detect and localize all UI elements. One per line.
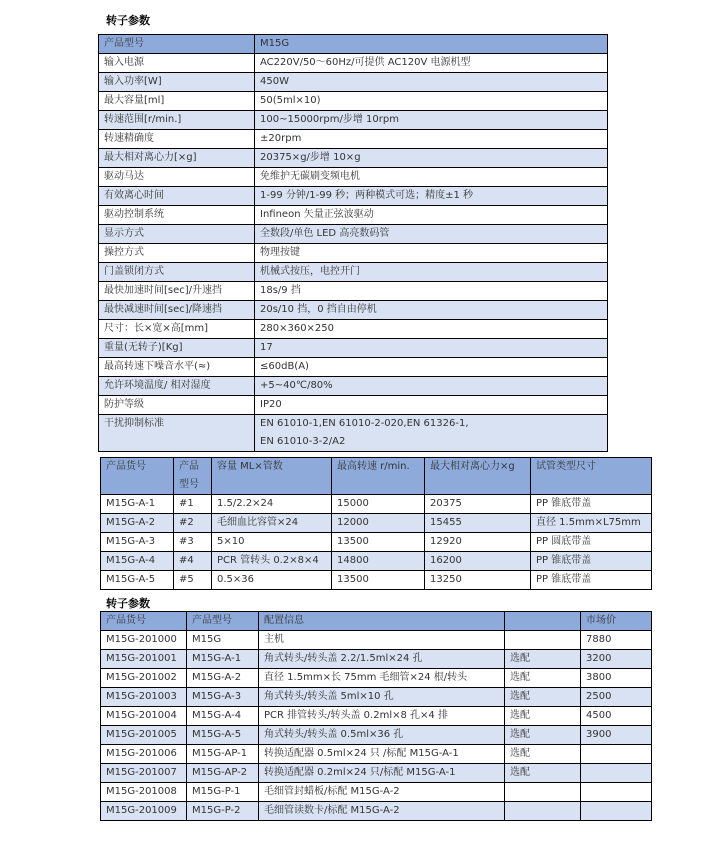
- table-row: [99, 225, 608, 244]
- table-cell: M15G-201007: [101, 764, 187, 783]
- section-title-pricing: 转子参数: [106, 597, 150, 610]
- table-cell: 2500: [581, 688, 652, 707]
- spec-label: 允许环境温度/ 相对湿度: [99, 377, 255, 396]
- spec-value: 50(5ml×10): [255, 92, 608, 111]
- spec-value: 机械式按压，电控开门: [255, 263, 608, 282]
- table-row: [101, 552, 652, 571]
- table-cell: 毛细血比容管×24: [212, 514, 332, 533]
- table-cell: M15G-A-2: [101, 514, 174, 533]
- table-cell: 13500: [332, 571, 425, 590]
- table-cell: 选配: [505, 688, 581, 707]
- table-cell: M15G-201006: [101, 745, 187, 764]
- spec-value: 物理按键: [255, 244, 608, 263]
- table-cell: PCR 管转头 0.2×8×4: [212, 552, 332, 571]
- spec-label: 尺寸：长×宽×高[mm]: [99, 320, 255, 339]
- table-row: [101, 726, 652, 745]
- table-cell: #5: [174, 571, 212, 590]
- table-cell: M15G: [187, 631, 259, 650]
- table-cell: 直径 1.5mm×长 75mm 毛细管×24 根/转头: [259, 669, 505, 688]
- table-row: [101, 514, 652, 533]
- table-cell: 0.5×36: [212, 571, 332, 590]
- table-row: [99, 149, 608, 168]
- spec-value: 20375×g/步增 10×g: [255, 149, 608, 168]
- table-cell: 直径 1.5mm×L75mm: [531, 514, 652, 533]
- spec-value: 17: [255, 339, 608, 358]
- table-row: [101, 745, 652, 764]
- spec-label: 驱动马达: [99, 168, 255, 187]
- header-cell: 产品型号: [187, 612, 259, 631]
- table-cell: #4: [174, 552, 212, 571]
- table-cell: M15G-AP-1: [187, 745, 259, 764]
- table-cell: 转换适配器 0.5ml×24 只 /标配 M15G-A-1: [259, 745, 505, 764]
- table-cell: M15G-A-3: [101, 533, 174, 552]
- table-cell: M15G-A-5: [101, 571, 174, 590]
- table-cell: M15G-A-5: [187, 726, 259, 745]
- table-row: [101, 783, 652, 802]
- table-cell: M15G-201001: [101, 650, 187, 669]
- spec-value: 450W: [255, 73, 608, 92]
- table-row: [99, 111, 608, 130]
- table-cell: #2: [174, 514, 212, 533]
- spec-value: +5~40℃/80%: [255, 377, 608, 396]
- table-cell: 16200: [425, 552, 531, 571]
- table-cell: [505, 631, 581, 650]
- price-table: [100, 611, 652, 821]
- table-row: [101, 669, 652, 688]
- table-cell: 1.5/2.2×24: [212, 495, 332, 514]
- spec-label: 最大相对离心力[×g]: [99, 149, 255, 168]
- table-cell: #1: [174, 495, 212, 514]
- table-cell: 毛细管读数卡/标配 M15G-A-2: [259, 802, 505, 821]
- table-cell: #3: [174, 533, 212, 552]
- rotor-table: [100, 457, 652, 590]
- table-row: [99, 168, 608, 187]
- table-row: [101, 533, 652, 552]
- table-cell: M15G-201005: [101, 726, 187, 745]
- table-row: [99, 130, 608, 149]
- header-cell: M15G: [255, 35, 608, 54]
- spec-value: IP20: [255, 396, 608, 415]
- spec-value: 20s/10 挡，0 挡自由停机: [255, 301, 608, 320]
- table-row: [99, 92, 608, 111]
- header-cell: 产品货号: [101, 612, 187, 631]
- table-row: [99, 282, 608, 301]
- table-cell: M15G-P-2: [187, 802, 259, 821]
- spec-label: 最快加速时间[sec]/升速挡: [99, 282, 255, 301]
- table-header-row: [101, 458, 652, 495]
- table-cell: M15G-201009: [101, 802, 187, 821]
- table-cell: 角式转头/转头盖 2.2/1.5ml×24 孔: [259, 650, 505, 669]
- table-cell: 20375: [425, 495, 531, 514]
- header-line: 产品: [179, 461, 199, 472]
- spec-label: 操控方式: [99, 244, 255, 263]
- spec-value-line: EN 61010-3-2/A2: [260, 436, 346, 447]
- table-cell: M15G-A-3: [187, 688, 259, 707]
- table-cell: M15G-AP-2: [187, 764, 259, 783]
- table-cell: 选配: [505, 745, 581, 764]
- table-cell: M15G-A-1: [101, 495, 174, 514]
- header-cell: 市场价: [581, 612, 652, 631]
- spec-value: Infineon 矢量正弦波驱动: [255, 206, 608, 225]
- header-cell: 最大相对离心力×g: [425, 458, 531, 495]
- table-cell: 选配: [505, 764, 581, 783]
- table-row: [99, 263, 608, 282]
- table-row: [99, 415, 608, 452]
- table-row: [99, 396, 608, 415]
- spec-value: [255, 415, 608, 452]
- table-row: [101, 650, 652, 669]
- table-cell: PP 锥底带盖: [531, 571, 652, 590]
- table-cell: 毛细管封蜡板/标配 M15G-A-2: [259, 783, 505, 802]
- header-line: 型号: [179, 479, 199, 490]
- table-row: [99, 339, 608, 358]
- table-cell: 13250: [425, 571, 531, 590]
- table-row: [99, 206, 608, 225]
- table-cell: 选配: [505, 707, 581, 726]
- spec-label: 门盖锁闭方式: [99, 263, 255, 282]
- table-cell: PP 圆底带盖: [531, 533, 652, 552]
- table-cell: M15G-201008: [101, 783, 187, 802]
- table-row: [101, 631, 652, 650]
- spec-value: ≤60dB(A): [255, 358, 608, 377]
- spec-label: 最高转速下噪音水平(≈): [99, 358, 255, 377]
- table-header-row: [99, 35, 608, 54]
- spec-label: 显示方式: [99, 225, 255, 244]
- table-cell: 7880: [581, 631, 652, 650]
- header-cell: 最高转速 r/min.: [332, 458, 425, 495]
- table-cell: 3800: [581, 669, 652, 688]
- header-cell: 试管类型尺寸: [531, 458, 652, 495]
- table-cell: 14800: [332, 552, 425, 571]
- header-cell: 配置信息: [259, 612, 505, 631]
- table-cell: 12920: [425, 533, 531, 552]
- spec-value: 280×360×250: [255, 320, 608, 339]
- table-cell: [505, 802, 581, 821]
- spec-value: 1-99 分钟/1-99 秒；两种模式可选；精度±1 秒: [255, 187, 608, 206]
- spec-label: 输入电源: [99, 54, 255, 73]
- table-cell: 12000: [332, 514, 425, 533]
- table-cell: 15455: [425, 514, 531, 533]
- table-row: [101, 707, 652, 726]
- table-cell: 3900: [581, 726, 652, 745]
- table-cell: M15G-A-1: [187, 650, 259, 669]
- table-cell: 主机: [259, 631, 505, 650]
- table-cell: PCR 排管转头/转头盖 0.2ml×8 孔×4 排: [259, 707, 505, 726]
- table-cell: [581, 745, 652, 764]
- table-row: [101, 571, 652, 590]
- spec-label: 有效离心时间: [99, 187, 255, 206]
- spec-label: 重量(无转子)[Kg]: [99, 339, 255, 358]
- spec-value: 18s/9 挡: [255, 282, 608, 301]
- table-cell: 13500: [332, 533, 425, 552]
- spec-label: 干扰抑制标准: [99, 415, 255, 452]
- table-cell: PP 锥底带盖: [531, 495, 652, 514]
- spec-label: 最大容量[ml]: [99, 92, 255, 111]
- table-cell: 5×10: [212, 533, 332, 552]
- table-row: [99, 320, 608, 339]
- table-row: [99, 187, 608, 206]
- table-row: [99, 73, 608, 92]
- spec-value: AC220V/50～60Hz/可提供 AC120V 电源机型: [255, 54, 608, 73]
- table-cell: 4500: [581, 707, 652, 726]
- spec-label: 输入功率[W]: [99, 73, 255, 92]
- header-cell: 容量 ML×管数: [212, 458, 332, 495]
- table-row: [101, 688, 652, 707]
- spec-label: 防护等级: [99, 396, 255, 415]
- spec-label: 最快减速时间[sec]/降速挡: [99, 301, 255, 320]
- table-cell: M15G-201000: [101, 631, 187, 650]
- table-cell: M15G-A-4: [101, 552, 174, 571]
- table-cell: 角式转头/转头盖 5ml×10 孔: [259, 688, 505, 707]
- table-cell: 3200: [581, 650, 652, 669]
- table-cell: 转换适配器 0.2ml×24 只/标配 M15G-A-1: [259, 764, 505, 783]
- table-cell: M15G-201003: [101, 688, 187, 707]
- table-cell: PP 锥底带盖: [531, 552, 652, 571]
- table-row: [101, 495, 652, 514]
- table-row: [99, 54, 608, 73]
- spec-value: ±20rpm: [255, 130, 608, 149]
- table-row: [99, 301, 608, 320]
- spec-label: 驱动控制系统: [99, 206, 255, 225]
- table-cell: [505, 783, 581, 802]
- spec-table: [98, 34, 608, 452]
- header-cell: 产品货号: [101, 458, 174, 495]
- table-row: [101, 802, 652, 821]
- spec-label: 转速精确度: [99, 130, 255, 149]
- table-cell: M15G-201002: [101, 669, 187, 688]
- table-cell: 选配: [505, 669, 581, 688]
- table-cell: 角式转头/转头盖 0.5ml×36 孔: [259, 726, 505, 745]
- table-row: [99, 377, 608, 396]
- table-row: [101, 764, 652, 783]
- spec-value: 免维护无碳刷变频电机: [255, 168, 608, 187]
- spec-value: 100~15000rpm/步增 10rpm: [255, 111, 608, 130]
- section-title-spec: 转子参数: [106, 14, 150, 27]
- header-cell: 产品型号: [99, 35, 255, 54]
- table-cell: [581, 783, 652, 802]
- table-cell: M15G-A-4: [187, 707, 259, 726]
- header-cell: [174, 458, 212, 495]
- table-cell: [581, 802, 652, 821]
- table-cell: 15000: [332, 495, 425, 514]
- table-header-row: [101, 612, 652, 631]
- table-row: [99, 244, 608, 263]
- table-cell: M15G-201004: [101, 707, 187, 726]
- spec-label: 转速范围[r/min.]: [99, 111, 255, 130]
- table-cell: 选配: [505, 650, 581, 669]
- header-cell: [505, 612, 581, 631]
- table-cell: 选配: [505, 726, 581, 745]
- spec-value: 全数段/单色 LED 高亮数码管: [255, 225, 608, 244]
- table-cell: [581, 764, 652, 783]
- spec-value-line: EN 61010-1,EN 61010-2-020,EN 61326-1,: [260, 418, 469, 429]
- table-cell: M15G-P-1: [187, 783, 259, 802]
- table-row: [99, 358, 608, 377]
- table-cell: M15G-A-2: [187, 669, 259, 688]
